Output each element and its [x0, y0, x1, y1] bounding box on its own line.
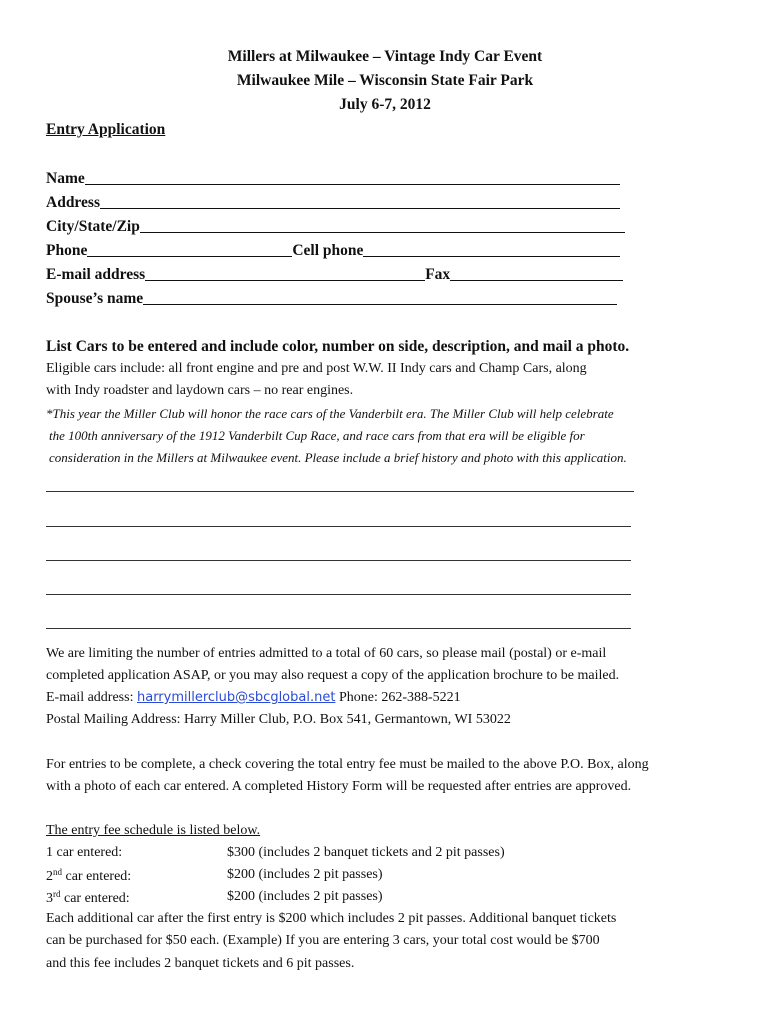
additional-line-2: can be purchased for $50 each. (Example) If you are entering 3 cars, your total cost would be $700 [46, 933, 600, 948]
postal-address: Postal Mailing Address: Harry Miller Club, P.O. Box 541, Germantown, WI 53022 [46, 712, 511, 727]
entry-application-title: Entry Application [46, 121, 166, 138]
email-field[interactable] [46, 264, 623, 284]
address-line[interactable] [100, 208, 620, 209]
fee-schedule-title: The entry fee schedule is listed below. [46, 823, 261, 838]
car-entry-line-2[interactable] [46, 526, 631, 527]
additional-line-3: and this fee includes 2 banquet tickets and 6 pit passes. [46, 956, 355, 971]
event-venue: Milwaukee Mile – Wisconsin State Fair Park [236, 72, 534, 89]
phone-label: Phone [46, 242, 88, 259]
car-entry-line-1[interactable] [46, 491, 634, 492]
city-state-zip-label: City/State/Zip [46, 218, 140, 235]
name-field[interactable] [46, 168, 620, 188]
spouse-name-line[interactable] [143, 304, 617, 305]
vanderbilt-line-1: *This year the Miller Club will honor the race cars of the Vanderbilt era. The Miller Club will help celebrate [46, 406, 614, 421]
limit-line-1: We are limiting the number of entries admitted to a total of 60 cars, so please mail (postal) or e-mail [46, 646, 607, 661]
car-entry-line-4[interactable] [46, 594, 631, 595]
name-label: Name [46, 170, 85, 187]
address-label: Address [46, 194, 100, 211]
email-link[interactable]: harrymillerclub@sbcglobal.net [136, 690, 336, 705]
cars-heading: List Cars to be entered and include color, number on side, description, and mail a photo. [46, 338, 630, 355]
cell-phone-label: Cell phone [292, 242, 364, 259]
name-line[interactable] [85, 184, 620, 185]
phone-field[interactable] [46, 240, 620, 260]
limit-line-2: completed application ASAP, or you may also request a copy of the application brochure to be mailed. [46, 668, 620, 683]
contact-line [46, 690, 461, 706]
eligible-line-2: with Indy roadster and laydown cars – no rear engines. [46, 383, 354, 398]
spouse-name-field[interactable] [46, 288, 617, 308]
email-line[interactable] [145, 280, 425, 281]
car-entry-line-3[interactable] [46, 560, 631, 561]
fax-label: Fax [425, 266, 451, 283]
city-state-zip-line[interactable] [140, 232, 625, 233]
fee-row-1-label: 1 car entered: [46, 845, 123, 860]
event-title: Millers at Milwaukee – Vintage Indy Car Event [227, 48, 543, 65]
phone-line[interactable] [87, 256, 292, 257]
car-entry-line-5[interactable] [46, 628, 631, 629]
city-state-zip-field[interactable] [46, 216, 625, 236]
fee-row-2-value: $200 (includes 2 pit passes) [227, 867, 383, 882]
spouse-name-label: Spouse’s name [46, 290, 144, 307]
vanderbilt-line-2: the 100th anniversary of the 1912 Vanderbilt Cup Race, and race cars from that era will be eligible for [49, 428, 585, 443]
contact-phone: Phone: 262-388-5221 [338, 690, 461, 705]
fax-line[interactable] [450, 280, 623, 281]
email-address-label: E-mail address: [46, 690, 134, 705]
email-label: E-mail address [46, 266, 146, 283]
cell-phone-line[interactable] [363, 256, 620, 257]
fee-row-1-value: $300 (includes 2 banquet tickets and 2 pit passes) [227, 845, 505, 860]
event-date: July 6-7, 2012 [339, 96, 431, 113]
fee-row-2-label: 2nd car entered: [46, 867, 132, 884]
complete-line-2: with a photo of each car entered. A completed History Form will be requested after entries are approved. [46, 779, 632, 794]
vanderbilt-line-3: consideration in the Millers at Milwaukee event. Please include a brief history and photo with this application. [49, 450, 627, 465]
eligible-line-1: Eligible cars include: all front engine and pre and post W.W. II Indy cars and Champ Cars, along [46, 361, 587, 376]
address-field[interactable] [46, 192, 620, 212]
fee-row-3-value: $200 (includes 2 pit passes) [227, 889, 383, 904]
additional-line-1: Each additional car after the first entry is $200 which includes 2 pit passes. Additional banquet tickets [46, 911, 617, 926]
complete-line-1: For entries to be complete, a check covering the total entry fee must be mailed to the above P.O. Box, along [46, 757, 649, 772]
fee-row-3-label: 3rd car entered: [46, 889, 130, 906]
